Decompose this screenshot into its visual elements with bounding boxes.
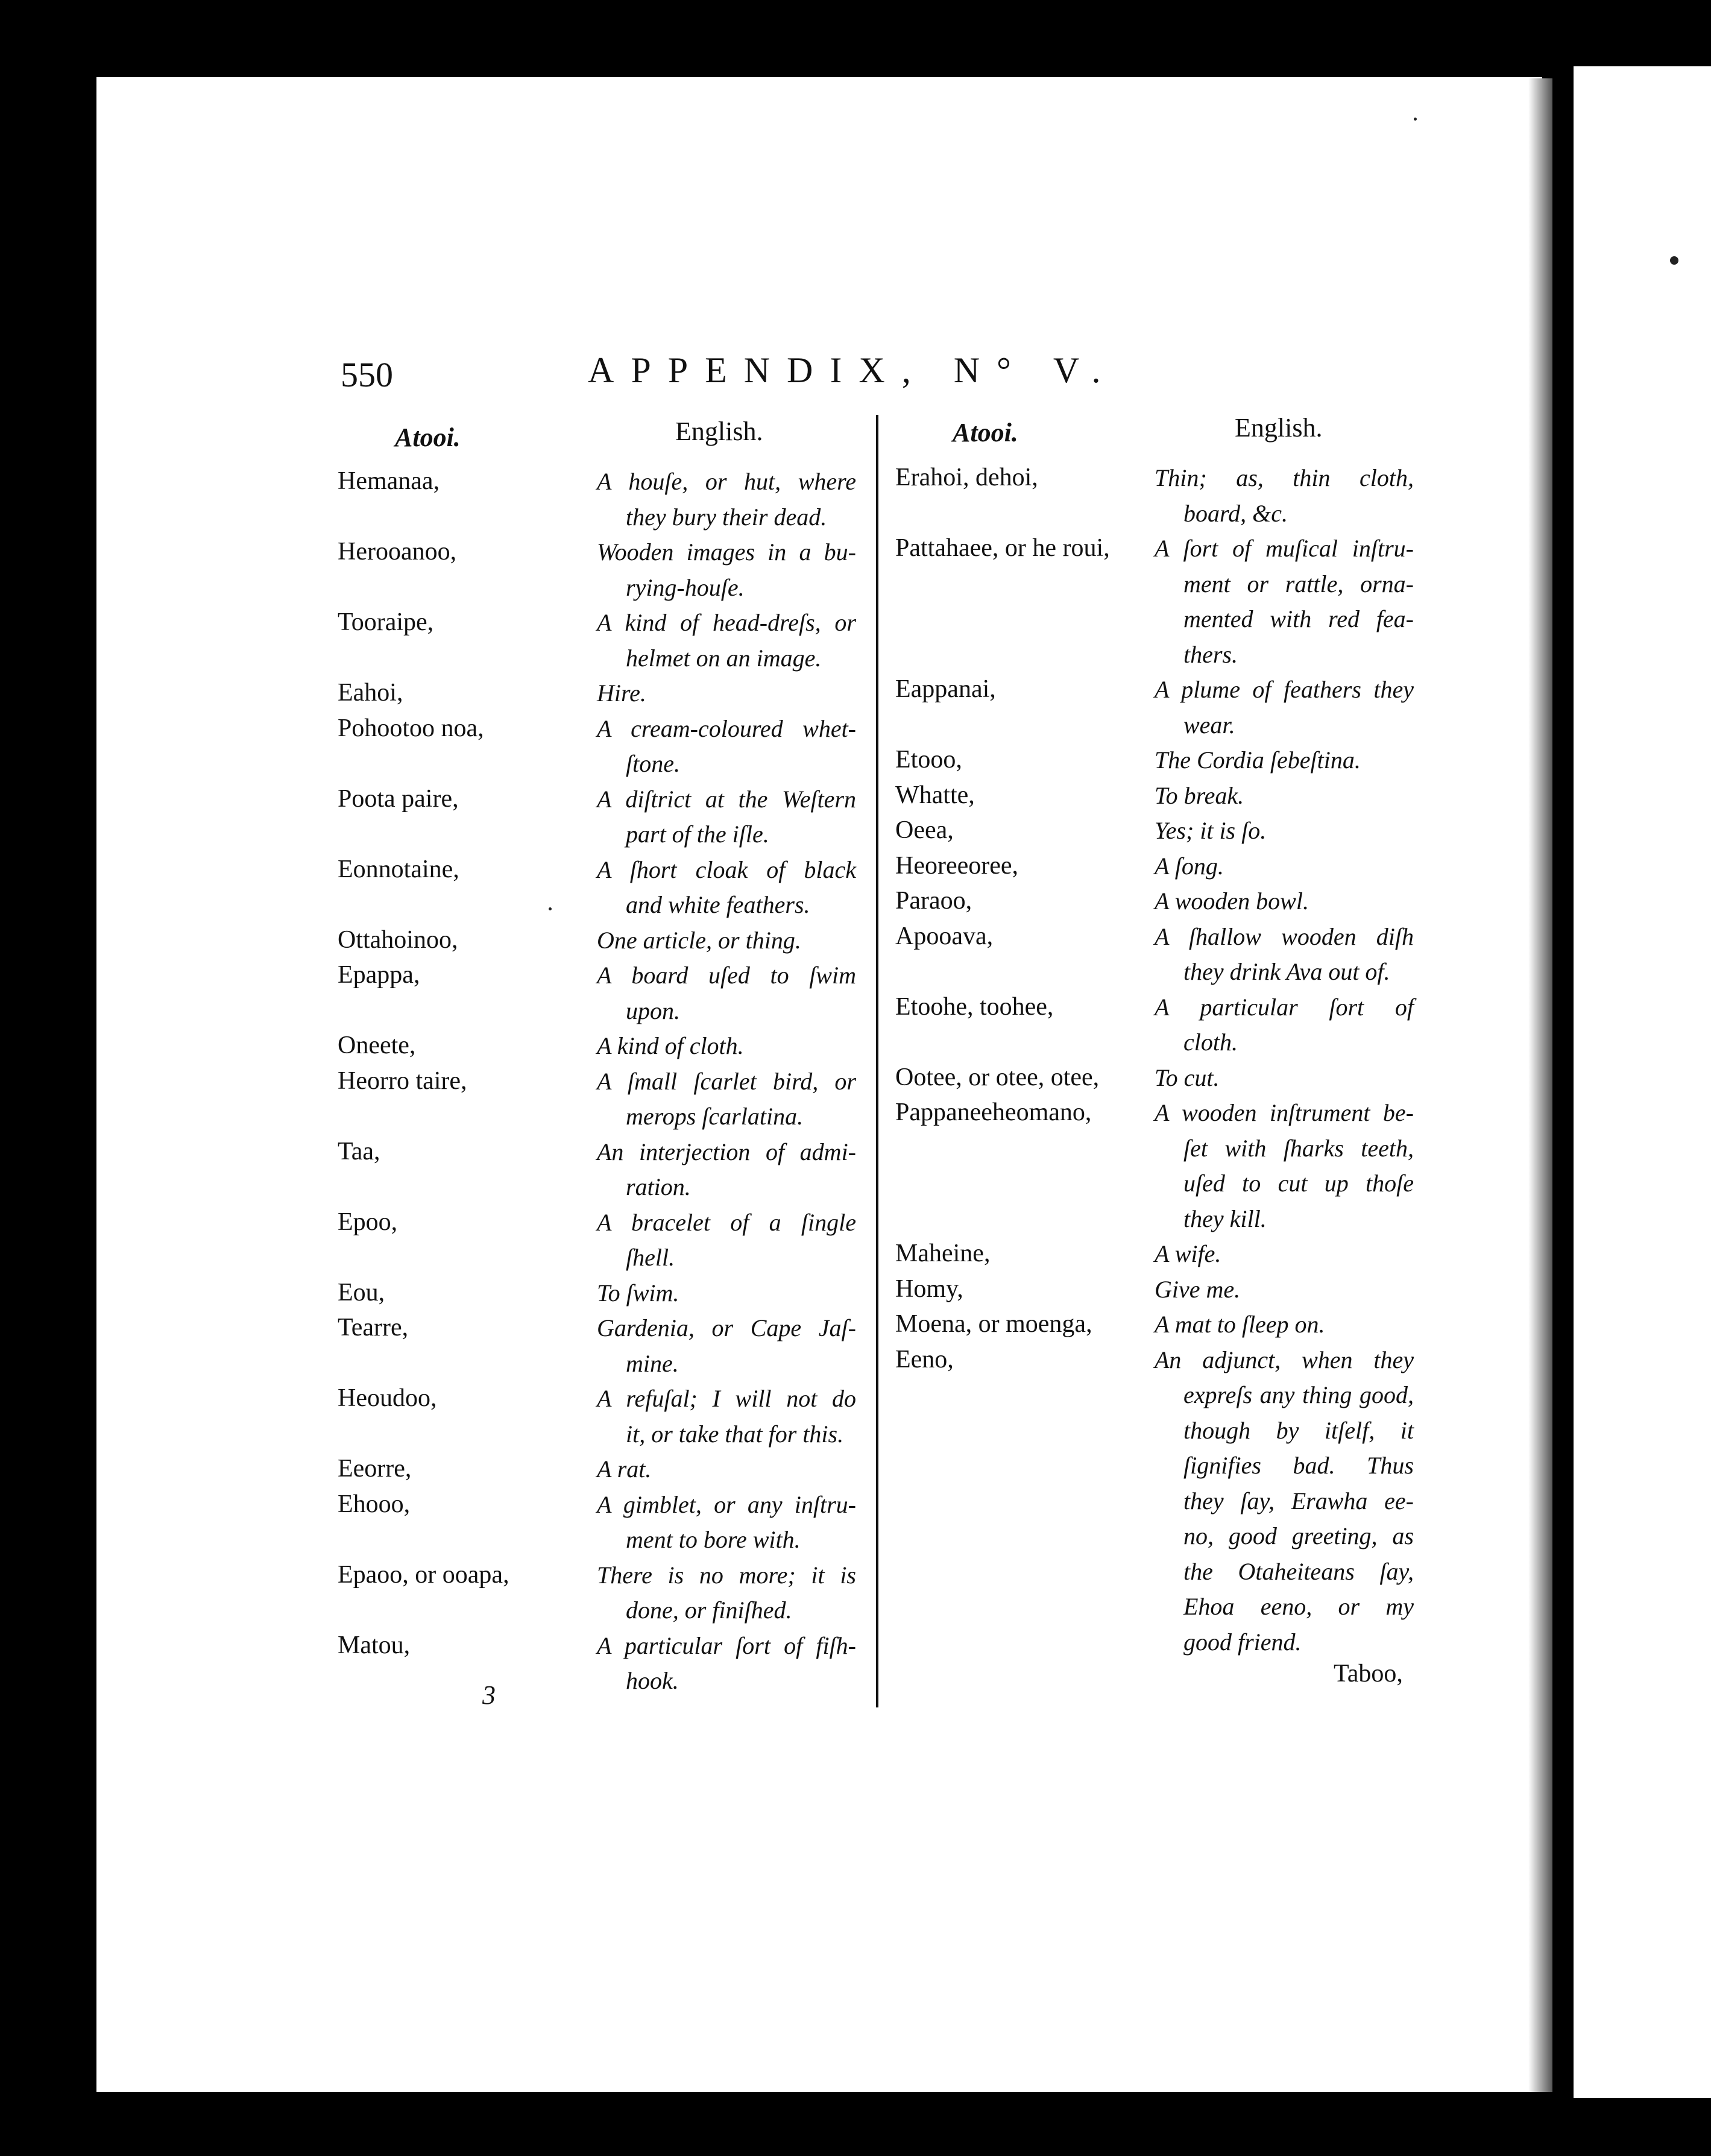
glossary-definition-line: ſhell. (626, 1244, 675, 1271)
glossary-definition-line: A ſong. (1155, 852, 1224, 880)
glossary-definition-line: the Otaheiteans ſay, (1183, 1557, 1414, 1585)
glossary-term: Paraoo, (895, 887, 972, 915)
glossary-definition-line: A ſhort cloak of black (597, 856, 856, 883)
glossary-definition-line: ſet with ſharks teeth, (1183, 1134, 1414, 1162)
glossary-term: Heorro taire, (338, 1067, 467, 1095)
right-term-column-heading: Atooi. (953, 418, 1018, 447)
glossary-definition-line: An interjection of admi- (597, 1138, 856, 1165)
glossary-term: Eeno, (895, 1345, 954, 1373)
glossary-definition-line: There is no more; it is (597, 1561, 856, 1589)
glossary-term: Epappa, (338, 961, 420, 989)
glossary-term: Whatte, (895, 781, 975, 809)
glossary-definition-line: A wooden inſtrument be- (1155, 1099, 1414, 1126)
facing-page-edge (1574, 66, 1711, 2098)
glossary-term: Tearre, (338, 1314, 409, 1341)
glossary-definition-line: they drink Ava out of. (1183, 958, 1390, 985)
glossary-definition-line: A houſe, or hut, where (597, 468, 856, 495)
glossary-term: Eappanai, (895, 675, 996, 703)
glossary-term: Herooanoo, (338, 538, 457, 566)
glossary-definition-line: A kind of cloth. (597, 1032, 744, 1059)
glossary-definition-line: cloth. (1183, 1029, 1238, 1056)
glossary-term: Erahoi, dehoi, (895, 464, 1038, 491)
glossary-definition-line: A mat to ſleep on. (1155, 1311, 1325, 1338)
ink-speck (1414, 118, 1417, 121)
signature-mark: 3 (482, 1680, 496, 1710)
glossary-term: Pappaneeheomano, (895, 1098, 1092, 1126)
page-number: 550 (341, 355, 393, 394)
glossary-term: Oneete, (338, 1032, 416, 1059)
glossary-definition-line: A board uſed to ſwim (597, 962, 856, 989)
glossary-definition-line: done, or finiſhed. (626, 1597, 792, 1624)
glossary-definition-line: A ſmall ſcarlet bird, or (597, 1067, 856, 1095)
glossary-definition-line: To break. (1155, 781, 1244, 809)
glossary-definition-line: To ſwim. (597, 1279, 679, 1307)
glossary-definition-line: A rat. (597, 1455, 652, 1483)
glossary-definition-line: thers. (1183, 640, 1238, 668)
glossary-definition-line: Ehoa eeno, or my (1183, 1593, 1414, 1620)
glossary-definition-line: To cut. (1155, 1064, 1220, 1091)
glossary-definition-line: One article, or thing. (597, 926, 801, 954)
glossary-definition-line: mine. (626, 1349, 679, 1377)
glossary-term: Eahoi, (338, 679, 403, 707)
glossary-definition-line: A diſtrict at the Weſtern (597, 785, 856, 813)
glossary-definition-line: though by itſelf, it (1183, 1416, 1414, 1444)
glossary-definition-line: A wife. (1155, 1240, 1221, 1267)
glossary-definition-line: The Cordia ſebeſtina. (1155, 746, 1361, 774)
glossary-definition-line: ment or rattle, orna- (1183, 570, 1414, 597)
glossary-definition-line: A kind of head-dreſs, or (597, 609, 856, 636)
glossary-term: Maheine, (895, 1240, 991, 1267)
glossary-definition-line: Hire. (597, 679, 646, 707)
glossary-definition-line: wear. (1183, 711, 1235, 739)
ink-speck (1670, 256, 1678, 265)
glossary-term: Epoo, (338, 1208, 398, 1236)
glossary-term: Eonnotaine, (338, 855, 459, 883)
page-gutter-shadow (1528, 78, 1552, 2092)
glossary-term: Pattahaee, or he roui, (895, 534, 1110, 562)
glossary-definition-line: and white feathers. (626, 891, 810, 918)
glossary-definition-line: A ſort of muſical inſtru- (1155, 535, 1414, 562)
glossary-term: Hemanaa, (338, 467, 440, 495)
glossary-term: Apooava, (895, 922, 994, 950)
glossary-term: Heoreeoree, (895, 851, 1019, 880)
catchword: Taboo, (1334, 1660, 1403, 1688)
glossary-definition-line: A ſhallow wooden diſh (1155, 922, 1414, 950)
glossary-term: Eou, (338, 1278, 385, 1307)
glossary-definition-line: upon. (626, 997, 680, 1024)
glossary-term: Epaoo, or ooapa, (338, 1560, 509, 1589)
glossary-definition-line: they kill. (1183, 1205, 1267, 1232)
glossary-definition-line: board, &c. (1183, 499, 1288, 527)
glossary-definition-line: merops ſcarlatina. (626, 1103, 804, 1130)
glossary-term: Eeorre, (338, 1455, 412, 1483)
glossary-definition-line: hook. (626, 1667, 679, 1694)
glossary-definition-line: good friend. (1183, 1628, 1302, 1656)
glossary-term: Ottahoinoo, (338, 925, 458, 954)
glossary-definition-line: Wooden images in a bu- (597, 538, 856, 566)
glossary-term: Etoohe, toohee, (895, 992, 1054, 1021)
glossary-definition-line: rying-houſe. (626, 573, 745, 601)
glossary-term: Heoudoo, (338, 1384, 437, 1412)
left-def-column-heading: English. (675, 417, 763, 446)
glossary-definition-line: A gimblet, or any inſtru- (597, 1490, 856, 1518)
glossary-definition-line: A plume of feathers they (1155, 676, 1414, 703)
glossary-definition-line: A wooden bowl. (1155, 887, 1309, 915)
glossary-definition-line: A cream-coloured whet- (597, 714, 856, 742)
running-head: APPENDIX, N° V. (588, 350, 1118, 390)
glossary-definition-line: ration. (626, 1173, 691, 1200)
glossary-definition-line: Gardenia, or Cape Jaſ- (597, 1314, 856, 1341)
left-term-column-heading: Atooi. (395, 423, 461, 452)
column-divider (876, 415, 878, 1707)
glossary-definition-line: A particular ſort of (1155, 993, 1414, 1021)
glossary-definition-line: it, or take that for this. (626, 1420, 844, 1448)
glossary-definition-line: they bury their dead. (626, 503, 827, 531)
glossary-definition-line: mented with red fea- (1183, 605, 1414, 632)
glossary-definition-line: Yes; it is ſo. (1155, 817, 1267, 844)
glossary-definition-line: Thin; as, thin cloth, (1155, 464, 1414, 491)
glossary-term: Matou, (338, 1631, 411, 1659)
glossary-term: Homy, (895, 1275, 963, 1303)
glossary-term: Ootee, or otee, otee, (895, 1063, 1100, 1091)
right-def-column-heading: English. (1235, 413, 1323, 443)
glossary-definition-line: ſtone. (626, 750, 680, 777)
glossary-definition-line: expreſs any thing good, (1183, 1381, 1414, 1408)
glossary-definition-line: they ſay, Erawha ee- (1183, 1487, 1414, 1515)
glossary-definition-line: A bracelet of a ſingle (597, 1208, 856, 1236)
glossary-term: Pohootoo noa, (338, 714, 484, 742)
glossary-definition-line: no, good greeting, as (1183, 1522, 1414, 1549)
glossary-definition-line: An adjunct, when they (1155, 1346, 1414, 1373)
glossary-definition-line: A refuſal; I will not do (597, 1385, 856, 1412)
glossary-definition-line: Give me. (1155, 1275, 1241, 1303)
glossary-term: Ehooo, (338, 1490, 411, 1518)
glossary-definition-line: helmet on an image. (626, 644, 822, 672)
glossary-definition-line: ſignifies bad. Thus (1183, 1452, 1414, 1479)
glossary-definition-line: ment to bore with. (626, 1526, 801, 1553)
glossary-definition-line: uſed to cut up thoſe (1183, 1170, 1414, 1197)
glossary-term: Oeea, (895, 816, 954, 844)
glossary-definition-line: A particular ſort of fiſh- (597, 1631, 856, 1659)
glossary-definition-line: part of the iſle. (626, 821, 769, 848)
ink-speck (549, 907, 552, 910)
glossary-term: Poota paire, (338, 784, 459, 813)
glossary-term: Taa, (338, 1137, 380, 1165)
glossary-term: Etooo, (895, 746, 962, 774)
glossary-term: Tooraipe, (338, 608, 434, 636)
glossary-term: Moena, or moenga, (895, 1310, 1092, 1338)
